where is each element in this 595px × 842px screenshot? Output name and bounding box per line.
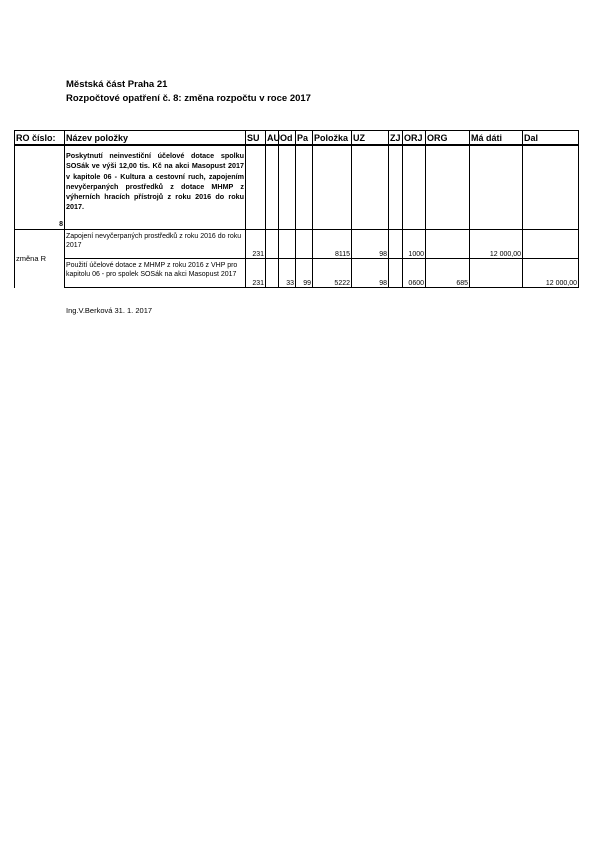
cell-pa [296,230,313,259]
col-su: SU [246,131,266,146]
row-description: Zapojení nevyčerpaných prostředků z roku 2016 do roku 2017 [65,230,246,259]
cell-uz: 98 [352,230,389,259]
cell-ma-dati: 12 000,00 [470,230,523,259]
change-label: změna R [15,230,65,288]
cell-su: 231 [246,259,266,288]
municipality-title: Městská část Praha 21 [66,79,168,90]
cell-dal: 12 000,00 [523,259,579,288]
col-ro: RO číslo: [15,131,65,146]
cell-zj [389,230,403,259]
cell-dal [523,230,579,259]
col-orj: ORJ [403,131,426,146]
table-row [15,230,579,259]
col-ma-dati: Má dáti [470,131,523,146]
cell-od: 33 [279,259,296,288]
cell-polozka: 8115 [313,230,352,259]
cell-org: 685 [426,259,470,288]
table-row [15,145,579,230]
row-description: Použití účelové dotace z MHMP z roku 2016 z VHP pro kapitolu 06 - pro spolek SOSák na akci Masopust 2017 [65,259,246,288]
cell-orj: 0600 [403,259,426,288]
col-dal: Dal [523,131,579,146]
cell-su: 231 [246,230,266,259]
cell-au [266,230,279,259]
table-row [15,259,579,288]
col-pa: Pa [296,131,313,146]
document-title: Rozpočtové opatření č. 8: změna rozpočtu v roce 2017 [66,93,311,104]
cell-ma-dati [470,259,523,288]
ro-number: 8 [15,145,65,230]
budget-table [14,130,579,288]
cell-od [279,230,296,259]
cell-org [426,230,470,259]
col-nazev: Název položky [65,131,246,146]
col-org: ORG [426,131,470,146]
col-uz: UZ [352,131,389,146]
col-od: Od [279,131,296,146]
cell-au [266,259,279,288]
signature-line: Ing.V.Berková 31. 1. 2017 [66,306,153,315]
cell-polozka: 5222 [313,259,352,288]
col-zj: ZJ [389,131,403,146]
cell-zj [389,259,403,288]
cell-uz: 98 [352,259,389,288]
main-description: Poskytnutí neinvestiční účelové dotace spolku SOSák ve výši 12,00 tis. Kč na akci Masopust 2017 v kapitole 06 - Kultura a cestovní ruch, zapojením nevyčerpaných prostředků z dotace MHMP z výherních hracích přístrojů z roku 2016 do roku 2017. [65,145,246,230]
table-header-row [15,131,579,146]
cell-orj: 1000 [403,230,426,259]
col-polozka: Položka [313,131,352,146]
col-au: AU [266,131,279,146]
cell-pa: 99 [296,259,313,288]
